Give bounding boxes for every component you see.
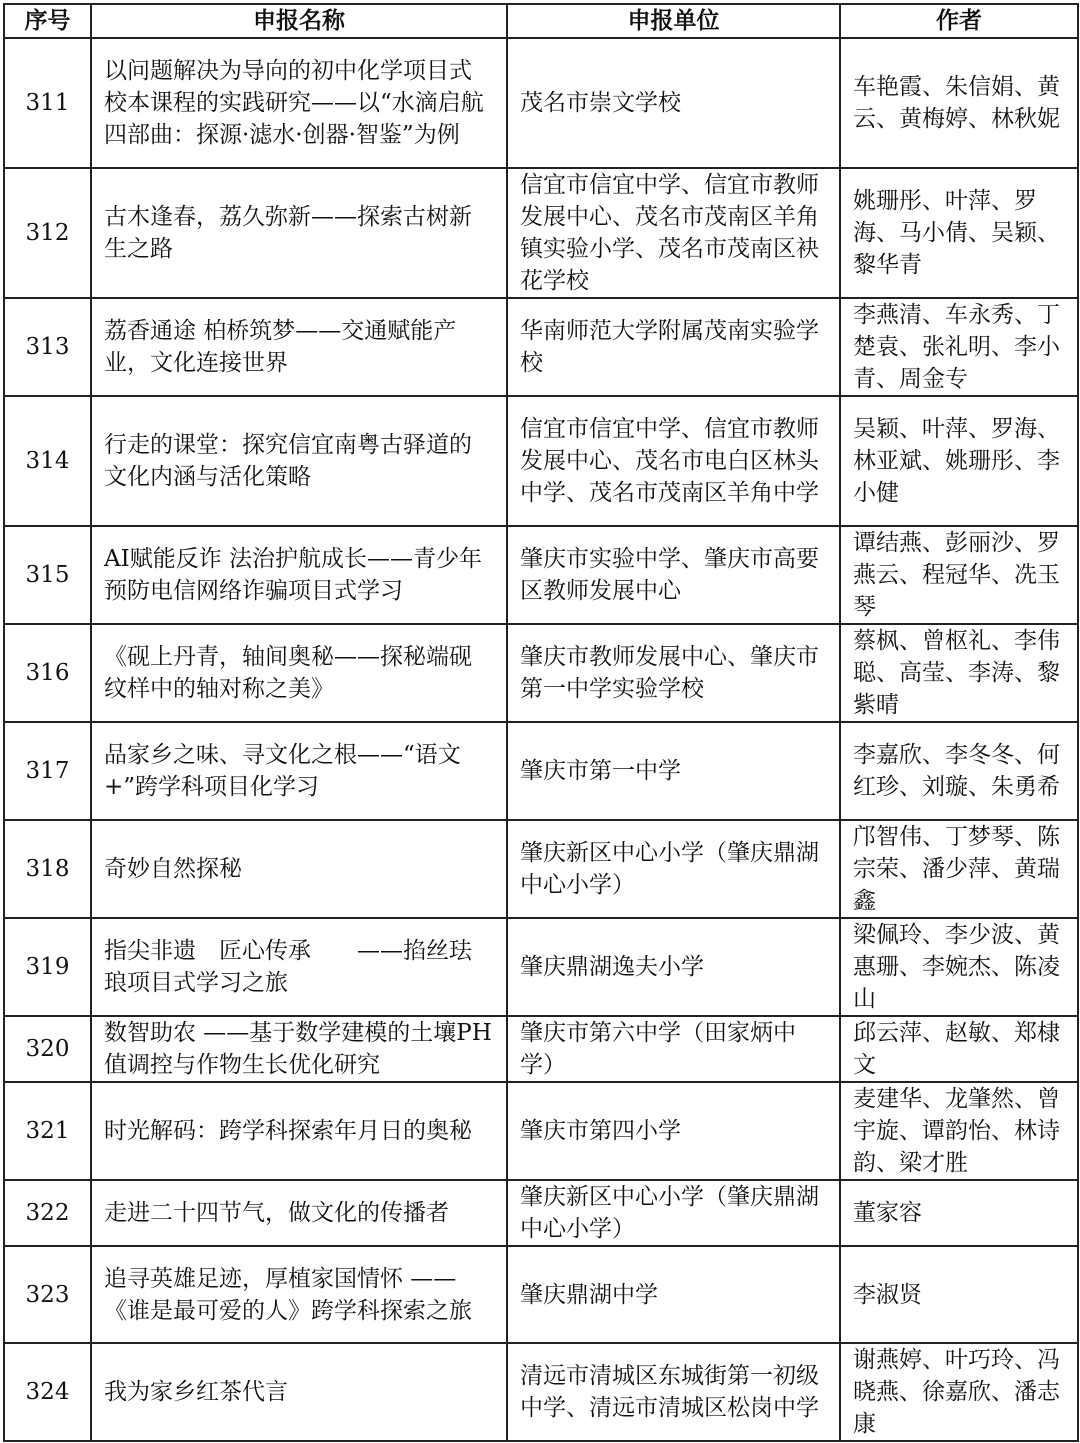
table-row <box>4 624 1078 722</box>
project-name: 以问题解决为导向的初中化学项目式校本课程的实践研究——以“水滴启航四部曲：探源·滤水·创器·智鉴”为例 <box>91 38 507 168</box>
applicant-unit: 肇庆市实验中学、肇庆市高要区教师发展中心 <box>507 526 840 624</box>
authors: 谭结燕、彭丽沙、罗燕云、程冠华、冼玉琴 <box>840 526 1078 624</box>
applicant-unit: 茂名市崇文学校 <box>507 38 840 168</box>
table-row <box>4 38 1078 168</box>
project-name: AI赋能反诈 法治护航成长——青少年预防电信网络诈骗项目式学习 <box>91 526 507 624</box>
applicant-unit: 肇庆市第六中学（田家炳中学） <box>507 1016 840 1082</box>
header-author: 作者 <box>840 4 1078 38</box>
row-number: 317 <box>4 722 91 820</box>
row-number: 315 <box>4 526 91 624</box>
table-row <box>4 1016 1078 1082</box>
applicant-unit: 华南师范大学附属茂南实验学校 <box>507 298 840 396</box>
row-number: 319 <box>4 918 91 1016</box>
project-table <box>3 3 1079 1442</box>
applicant-unit: 肇庆市教师发展中心、肇庆市第一中学实验学校 <box>507 624 840 722</box>
authors: 李嘉欣、李冬冬、何红珍、刘璇、朱勇希 <box>840 722 1078 820</box>
authors: 姚珊彤、叶萍、罗海、马小倩、吴颖、黎华青 <box>840 168 1078 298</box>
table-row <box>4 918 1078 1016</box>
authors: 董家容 <box>840 1180 1078 1246</box>
applicant-unit: 肇庆市第一中学 <box>507 722 840 820</box>
authors: 蔡枫、曾枢礼、李伟聪、高莹、李涛、黎紫晴 <box>840 624 1078 722</box>
authors: 车艳霞、朱信娟、黄云、黄梅婷、林秋妮 <box>840 38 1078 168</box>
project-name: 数智助农 ——基于数学建模的土壤PH值调控与作物生长优化研究 <box>91 1016 507 1082</box>
table-row <box>4 526 1078 624</box>
project-name: 走进二十四节气，做文化的传播者 <box>91 1180 507 1246</box>
project-name: 荔香通途 柏桥筑梦——交通赋能产业，文化连接世界 <box>91 298 507 396</box>
authors: 李淑贤 <box>840 1246 1078 1343</box>
applicant-unit: 肇庆鼎湖中学 <box>507 1246 840 1343</box>
table-body <box>4 38 1078 1441</box>
applicant-unit: 肇庆鼎湖逸夫小学 <box>507 918 840 1016</box>
authors: 吴颖、叶萍、罗海、林亚斌、姚珊彤、李小健 <box>840 396 1078 526</box>
table-row <box>4 722 1078 820</box>
row-number: 321 <box>4 1082 91 1180</box>
authors: 谢燕婷、叶巧玲、冯晓燕、徐嘉欣、潘志康 <box>840 1343 1078 1441</box>
row-number: 312 <box>4 168 91 298</box>
applicant-unit: 肇庆市第四小学 <box>507 1082 840 1180</box>
table-row <box>4 1082 1078 1180</box>
applicant-unit: 信宜市信宜中学、信宜市教师发展中心、茂名市电白区林头中学、茂名市茂南区羊角中学 <box>507 396 840 526</box>
project-name: 指尖非遗 匠心传承 ——掐丝珐琅项目式学习之旅 <box>91 918 507 1016</box>
applicant-unit: 清远市清城区东城街第一初级中学、清远市清城区松岗中学 <box>507 1343 840 1441</box>
table-row <box>4 1343 1078 1441</box>
row-number: 322 <box>4 1180 91 1246</box>
project-name: 追寻英雄足迹，厚植家国情怀 ——《谁是最可爱的人》跨学科探索之旅 <box>91 1246 507 1343</box>
authors: 邱云萍、赵敏、郑棣文 <box>840 1016 1078 1082</box>
row-number: 314 <box>4 396 91 526</box>
project-name: 奇妙自然探秘 <box>91 820 507 918</box>
authors: 邝智伟、丁梦琴、陈宗荣、潘少萍、黄瑞鑫 <box>840 820 1078 918</box>
table-row <box>4 1180 1078 1246</box>
row-number: 320 <box>4 1016 91 1082</box>
row-number: 316 <box>4 624 91 722</box>
table-row <box>4 1246 1078 1343</box>
header-num: 序号 <box>4 4 91 38</box>
table-row <box>4 820 1078 918</box>
authors: 麦建华、龙肇然、曾宇旋、谭韵怡、林诗韵、梁才胜 <box>840 1082 1078 1180</box>
applicant-unit: 肇庆新区中心小学（肇庆鼎湖中心小学） <box>507 1180 840 1246</box>
project-name: 时光解码：跨学科探索年月日的奥秘 <box>91 1082 507 1180</box>
row-number: 324 <box>4 1343 91 1441</box>
table-row <box>4 298 1078 396</box>
applicant-unit: 肇庆新区中心小学（肇庆鼎湖中心小学） <box>507 820 840 918</box>
row-number: 323 <box>4 1246 91 1343</box>
header-row <box>4 4 1078 38</box>
table-row <box>4 396 1078 526</box>
project-name: 古木逢春，荔久弥新——探索古树新生之路 <box>91 168 507 298</box>
project-name: 《砚上丹青，轴间奥秘——探秘端砚纹样中的轴对称之美》 <box>91 624 507 722</box>
header-unit: 申报单位 <box>507 4 840 38</box>
row-number: 313 <box>4 298 91 396</box>
row-number: 311 <box>4 38 91 168</box>
header-name: 申报名称 <box>91 4 507 38</box>
authors: 梁佩玲、李少波、黄惠珊、李婉杰、陈凌山 <box>840 918 1078 1016</box>
row-number: 318 <box>4 820 91 918</box>
project-name: 行走的课堂：探究信宜南粤古驿道的文化内涵与活化策略 <box>91 396 507 526</box>
project-name: 品家乡之味、寻文化之根——“语文+”跨学科项目化学习 <box>91 722 507 820</box>
table-row <box>4 168 1078 298</box>
project-name: 我为家乡红茶代言 <box>91 1343 507 1441</box>
applicant-unit: 信宜市信宜中学、信宜市教师发展中心、茂名市茂南区羊角镇实验小学、茂名市茂南区袂花学校 <box>507 168 840 298</box>
authors: 李燕清、车永秀、丁楚袁、张礼明、李小青、周金专 <box>840 298 1078 396</box>
